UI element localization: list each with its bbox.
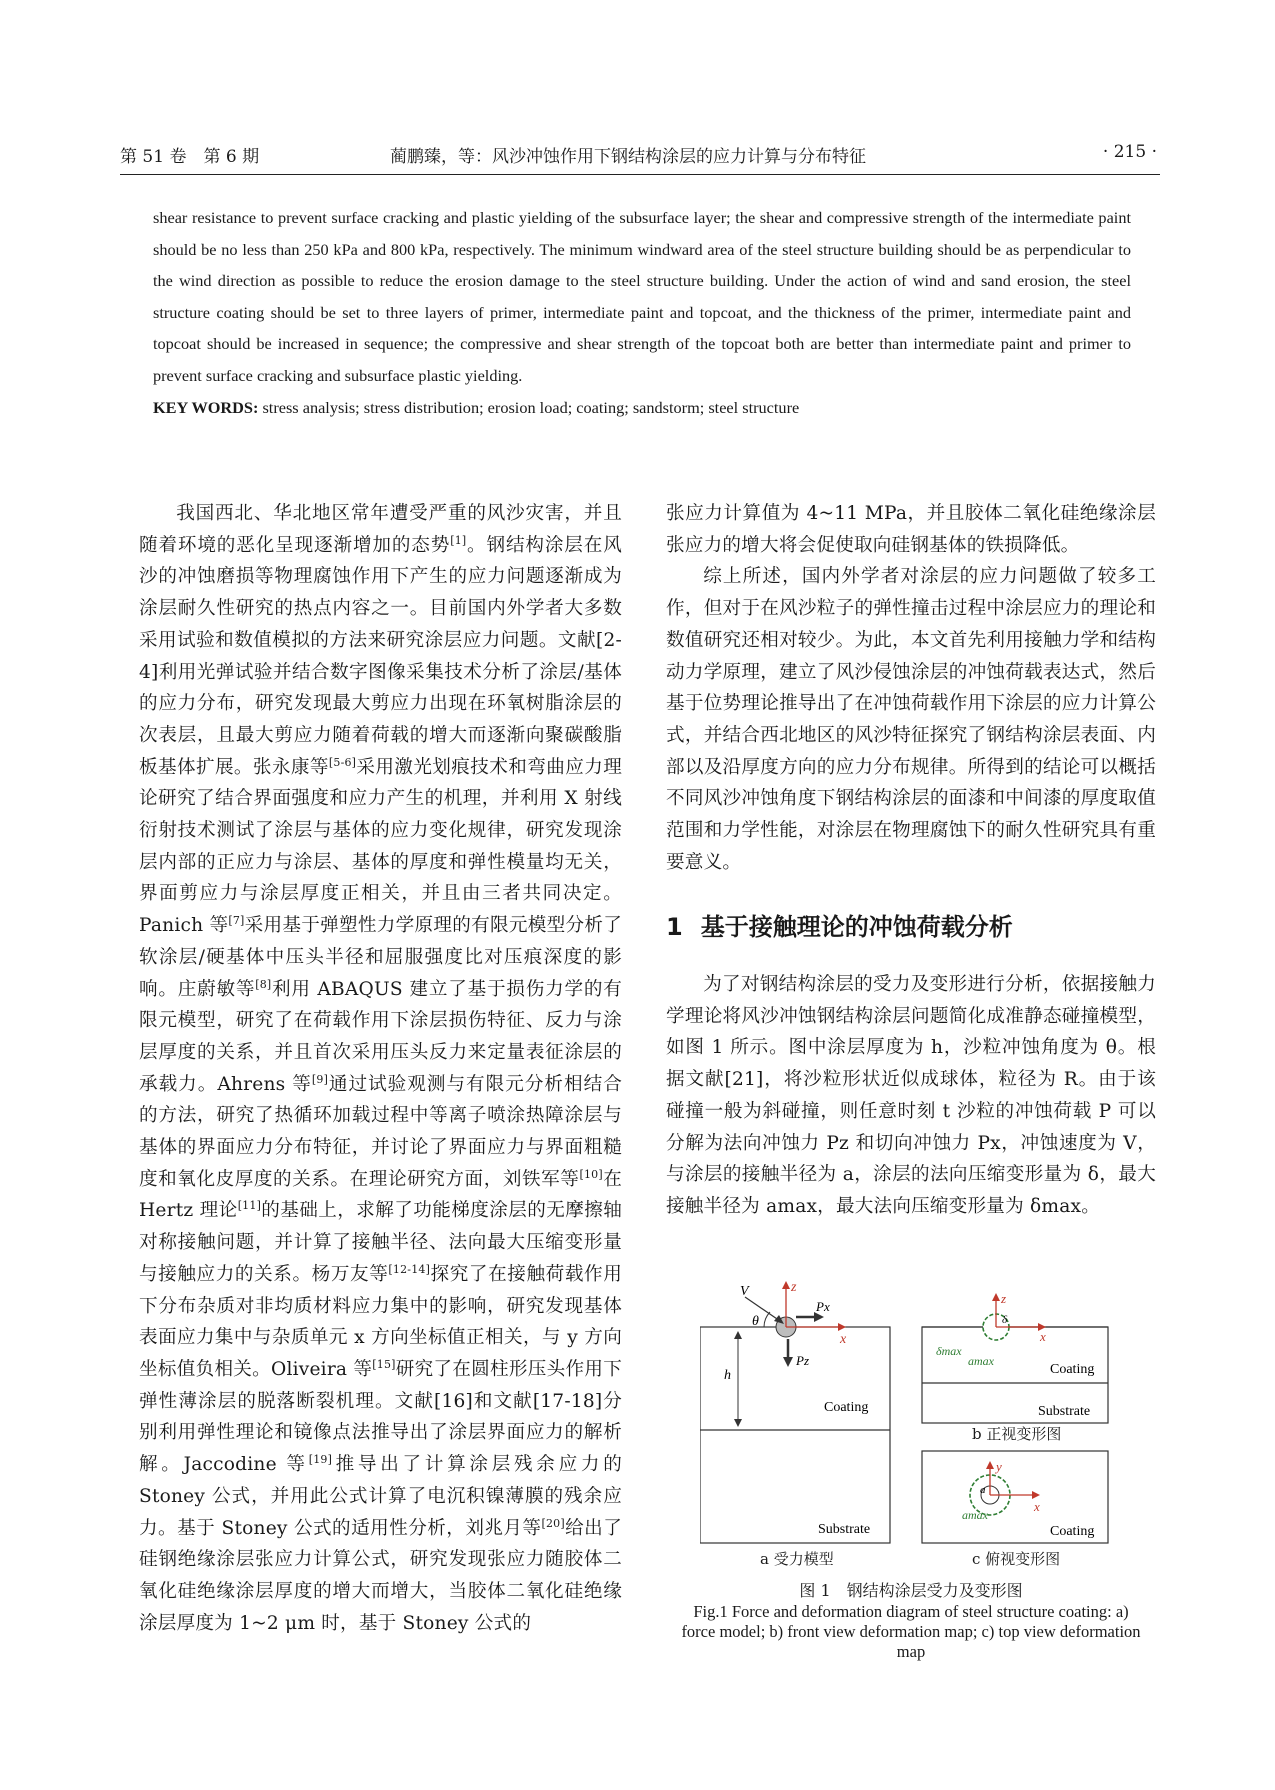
figure-caption-cn: 图 1 钢结构涂层受力及变形图 bbox=[799, 1581, 1023, 1600]
c-x-label: x bbox=[1034, 1499, 1040, 1514]
keywords-text: stress analysis; stress distribution; erosion load; coating; sandstorm; steel structure bbox=[262, 397, 800, 417]
summary-paragraph: 综上所述，国内外学者对涂层的应力问题做了较多工作，但对于在风沙粒子的弹性撞击过程中涂层应力的理论和数值研究还相对较少。为此，本文首先利用接触力学和结构动力学原理，建立了风沙侵蚀涂层的冲蚀荷载表达式，然后基于位势理论推导出了在冲蚀荷载作用下涂层的应力计算公式，并结合西北地区的风沙特征探究了钢结构涂层表面、内部以及沿厚度方向的应力分布规律。所得到的结论可以概括不同风沙冲蚀角度下钢结构涂层的面漆和中间漆的厚度取值范围和力学性能，对涂层在物理腐蚀下的耐久性研究具有重要意义。 bbox=[666, 566, 1156, 873]
page-number: · 215 · bbox=[1102, 142, 1157, 162]
citation: [12-14] bbox=[388, 1262, 431, 1276]
h-label: h bbox=[724, 1368, 731, 1383]
subcaption-a: a 受力模型 bbox=[760, 1550, 834, 1568]
citation: [7] bbox=[228, 913, 245, 927]
figure-caption-en: Fig.1 Force and deformation diagram of steel structure coating: a) force model; b) front view deformation map; c) top view deformation map bbox=[681, 1602, 1141, 1661]
c-amax-label: amax bbox=[962, 1508, 988, 1522]
panel-c-top-view bbox=[922, 1451, 1108, 1543]
section-title: 基于接触理论的冲蚀荷载分析 bbox=[700, 913, 1013, 941]
section-body bbox=[666, 969, 1156, 1223]
keywords-label: KEY WORDS: bbox=[153, 397, 259, 417]
intro-paragraph: 我国西北、华北地区常年遭受严重的风沙灾害，并且随着环境的恶化呈现逐渐增加的态势[1]。钢结构涂层在风沙的冲蚀磨损等物理腐蚀作用下产生的应力问题逐渐成为涂层耐久性研究的热点内容之一。目前国内外学者大多数采用试验和数值模拟的方法来研究涂层应力问题。文献[2-4]利用光弹试验并结合数字图像采集技术分析了涂层/基体的应力分布，研究发现最大剪应力出现在环氧树脂涂层的次表层，且最大剪应力随着荷载的增大而逐渐向聚碳酸脂板基体扩展。张永康等[5-6]采用激光划痕技术和弯曲应力理论研究了结合界面强度和应力产生的机理，并利用 X 射线衍射技术测试了涂层与基体的应力变化规律，研究发现涂层内部的正应力与涂层、基体的厚度和弹性模量均无关，界面剪应力与涂层厚度正相关，并且由三者共同决定。Panich 等[7]采用基于弹塑性力学原理的有限元模型分析了软涂层/硬基体中压头半径和屈服强度比对压痕深度的影响。庄蔚敏等[8]利用 ABAQUS 建立了基于损伤力学的有限元模型，研究了在荷载作用下涂层损伤特征、反力与涂层厚度的关系，并且首次采用压头反力来定量表征涂层的承载力。Ahrens 等[9]通过试验观测与有限元分析相结合的方法，研究了热循环加载过程中等离子喷涂热障涂层与基体的界面应力分布特征，并讨论了界面应力与界面粗糙度和氧化皮厚度的关系。在理论研究方面，刘铁军等[10]在 Hertz 理论[11]的基础上，求解了功能梯度涂层的无摩擦轴对称接触问题，并计算了接触半径、法向最大压缩变形量与接触应力的关系。杨万友等[12-14]探究了在接触荷载作用下分布杂质对非均质材料应力集中的影响，研究发现基体表面应力集中与杂质单元 x 方向坐标值正相关，与 y 方向坐标值负相关。Oliveira 等[15]研究了在圆柱形压头作用下弹性薄涂层的脱落断裂机理。文献[16]和文献[17-18]分别利用弹性理论和镜像点法推导出了涂层界面应力的解析解。Jaccodine 等[19]推导出了计算涂层残余应力的 Stoney 公式，并用此公式计算了电沉积镍薄膜的残余应力。基于 Stoney 公式的适用性分析，刘兆月等[20]给出了硅钢绝缘涂层张应力计算公式，研究发现张应力随胶体二氧化硅绝缘涂层厚度的增大而增大，当胶体二氧化硅绝缘涂层厚度为 1~2 μm 时，基于 Stoney 公式的 bbox=[139, 503, 622, 1634]
abstract-block bbox=[153, 202, 1131, 423]
citation: [1] bbox=[450, 533, 467, 547]
right-column bbox=[666, 498, 1156, 878]
figure-1 bbox=[700, 1275, 1140, 1575]
section-number: 1 bbox=[666, 913, 683, 941]
panel-b-front-view bbox=[922, 1291, 1108, 1423]
citation: [5-6] bbox=[328, 755, 357, 769]
citation: [20] bbox=[541, 1516, 565, 1530]
model-paragraph: 为了对钢结构涂层的受力及变形进行分析，依据接触力学理论将风沙冲蚀钢结构涂层问题简化成准静态碰撞模型，如图 1 所示。图中涂层厚度为 h，沙粒冲蚀角度为 θ。根据文献[21]，将沙粒形状近似成球体，粒径为 R。由于该碰撞一般为斜碰撞，则任意时刻 t 沙粒的冲蚀荷载 P 可以分解为法向冲蚀力 Pz 和切向冲蚀力 Px，冲蚀速度为 V，与涂层的接触半径为 a，涂层的法向压缩变形量为 δ，最大接触半径为 amax，最大法向压缩变形量为 δmax。 bbox=[666, 974, 1156, 1217]
section-heading bbox=[666, 907, 1031, 942]
velocity-arrow bbox=[745, 1297, 780, 1321]
header-rule bbox=[120, 174, 1160, 175]
citation: [8] bbox=[255, 977, 272, 991]
running-header-volume: 第 51 卷 第 6 期 bbox=[120, 147, 260, 167]
abstract-text: shear resistance to prevent surface cracking and plastic yielding of the subsurface layer; the shear and compressive strength of the intermediate paint should be no less than 250 kPa and 800 kPa, respectively. The minimum windward area of the steel structure building should be as perpendicular to the wind direction as possible to reduce the erosion damage to the steel structure building. Under the action of wind and sand erosion, the steel structure coating should be set to three layers of primer, intermediate paint and topcoat, and the thickness of the primer, intermediate paint and topcoat should be increased in sequence; the compressive and shear strength of the topcoat both are better than intermediate paint and primer to prevent surface cracking and subsurface plastic yielding. bbox=[153, 208, 1131, 385]
citation: [11] bbox=[237, 1199, 262, 1213]
b-amax-label: amax bbox=[968, 1354, 994, 1368]
b-coating-label: Coating bbox=[1050, 1362, 1095, 1377]
x-label: x bbox=[840, 1332, 847, 1347]
substrate-label: Substrate bbox=[818, 1522, 871, 1537]
subcaption-c: c 俯视变形图 bbox=[972, 1550, 1061, 1568]
citation: [9] bbox=[311, 1072, 329, 1086]
delta-label: δ bbox=[1002, 1314, 1008, 1326]
b-x-label: x bbox=[1040, 1329, 1046, 1344]
panel-a-frame bbox=[700, 1327, 890, 1543]
px-label: Px bbox=[816, 1299, 830, 1314]
z-label: z bbox=[791, 1280, 797, 1295]
citation: [10] bbox=[579, 1167, 603, 1181]
b-z-label: z bbox=[1001, 1291, 1007, 1306]
theta-label: θ bbox=[752, 1314, 759, 1329]
c-a-label: a bbox=[980, 1484, 986, 1496]
v-label: V bbox=[740, 1284, 749, 1299]
c-coating-label: Coating bbox=[1050, 1524, 1095, 1539]
pz-label: Pz bbox=[796, 1353, 809, 1368]
c-y-label: y bbox=[996, 1459, 1002, 1474]
keywords bbox=[153, 392, 1131, 424]
citation: [15] bbox=[372, 1357, 396, 1371]
citation: [19] bbox=[308, 1452, 333, 1466]
coating-label: Coating bbox=[824, 1400, 869, 1415]
continued-paragraph: 张应力计算值为 4~11 MPa，并且胶体二氧化硅绝缘涂层张应力的增大将会促使取向硅钢基体的铁损降低。 bbox=[666, 503, 1156, 556]
panel-a-force-model bbox=[700, 1280, 890, 1543]
running-header-title: 蔺鹏臻，等：风沙冲蚀作用下钢结构涂层的应力计算与分布特征 bbox=[390, 147, 866, 167]
left-column bbox=[139, 498, 622, 1639]
dmax-label: δmax bbox=[936, 1344, 962, 1358]
subcaption-b: b 正视变形图 bbox=[972, 1425, 1062, 1443]
b-substrate-label: Substrate bbox=[1038, 1404, 1091, 1419]
